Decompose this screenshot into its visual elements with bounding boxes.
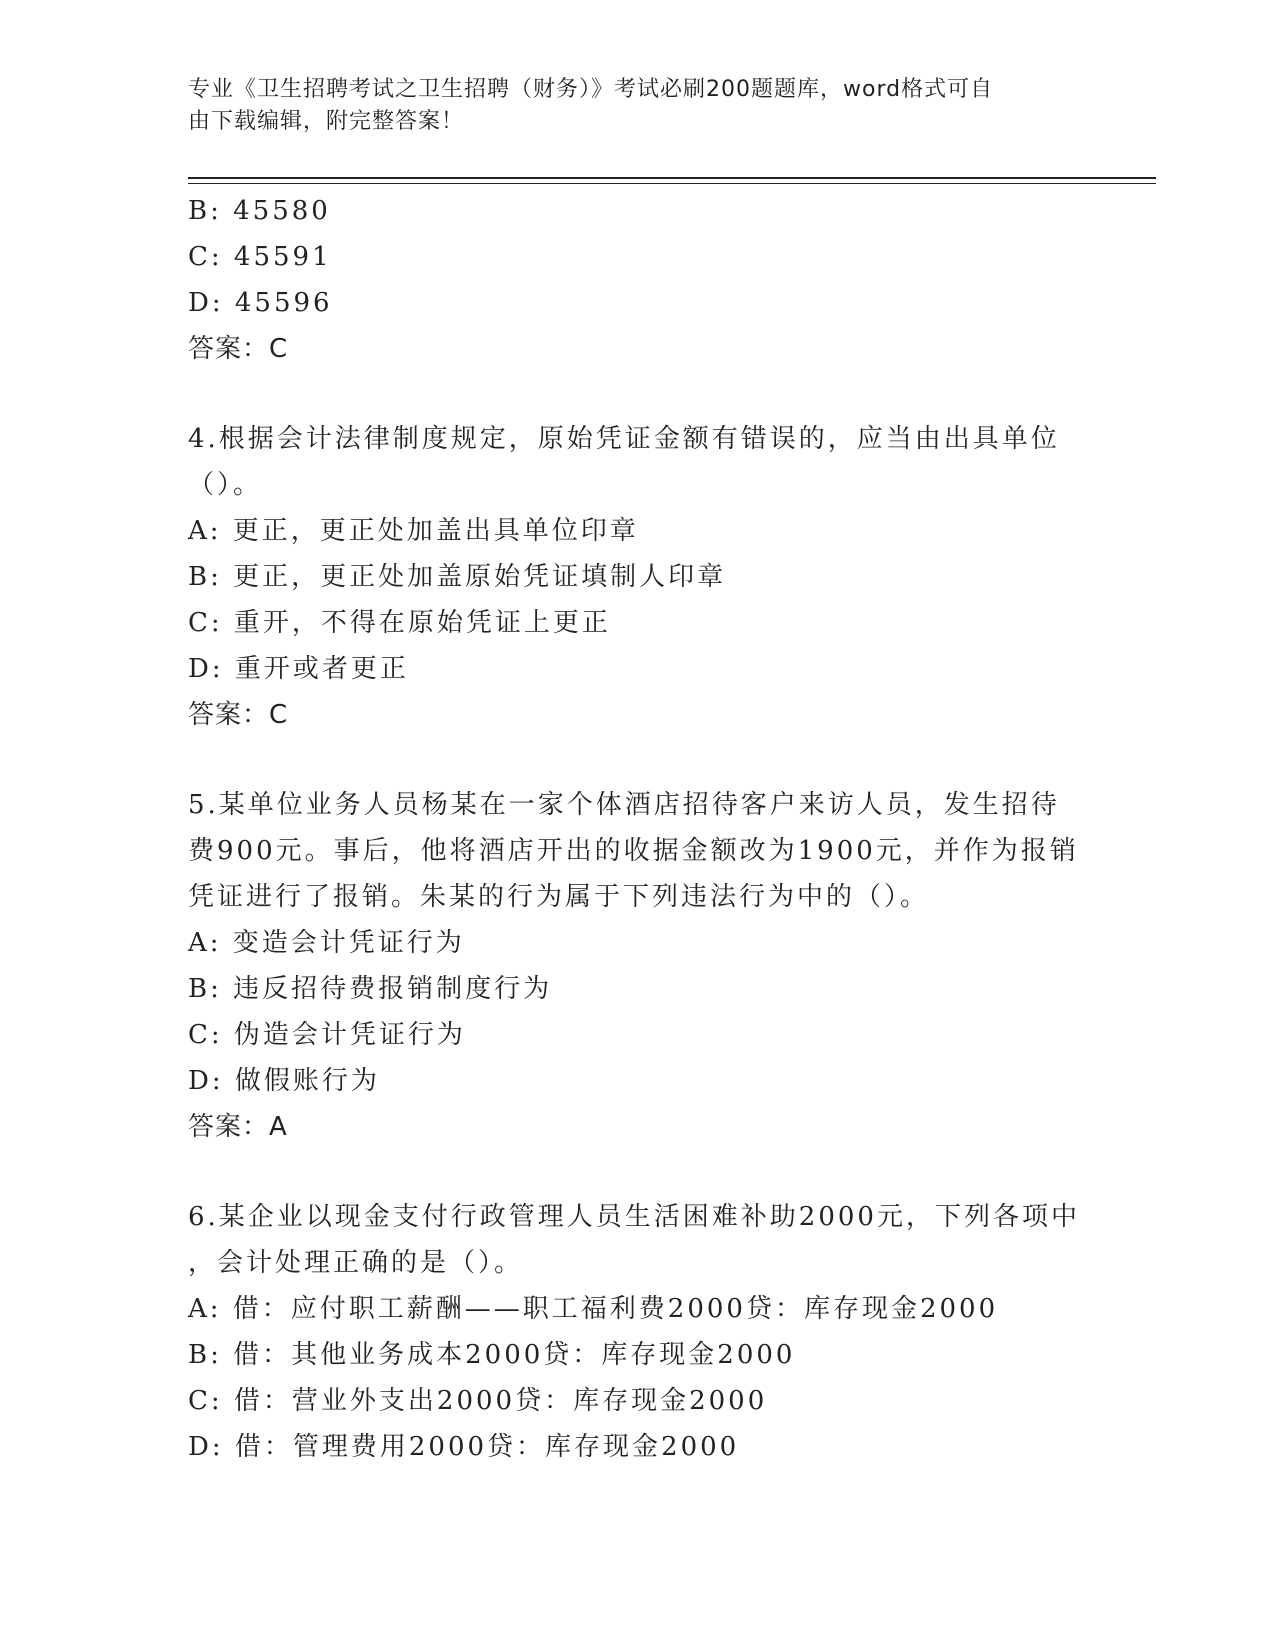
option-c: C: 45591 — [188, 242, 332, 272]
question-6 — [188, 1194, 1088, 1470]
question-stem-line: 5.某单位业务人员杨某在一家个体酒店招待客户来访人员，发生招待 — [188, 790, 1060, 820]
option-a: A: 更正，更正处加盖出具单位印章 — [188, 516, 639, 546]
question-stem-line: 凭证进行了报销。朱某的行为属于下列违法行为中的（）。 — [188, 882, 930, 912]
question-4 — [188, 416, 1088, 738]
option-a: A: 变造会计凭证行为 — [188, 928, 465, 958]
option-d: D: 45596 — [188, 288, 333, 318]
option-d: D: 重开或者更正 — [188, 654, 409, 684]
header-line-1: 专业《卫生招聘考试之卫生招聘（财务）》考试必刷200题题库，word格式可自 — [188, 77, 994, 102]
answer-line: 答案：C — [188, 334, 289, 364]
option-b: B: 违反招待费报销制度行为 — [188, 974, 553, 1004]
header-line-2: 由下载编辑，附完整答案！ — [188, 109, 465, 134]
option-b: B: 借：其他业务成本2000贷：库存现金2000 — [188, 1340, 796, 1370]
answer-line: 答案：A — [188, 1112, 288, 1142]
option-b: B: 更正，更正处加盖原始凭证填制人印章 — [188, 562, 727, 592]
header-rule-thick — [188, 177, 1156, 179]
question-stem-line: 费900元。事后，他将酒店开出的收据金额改为1900元，并作为报销 — [188, 836, 1079, 866]
answer-line: 答案：C — [188, 700, 289, 730]
spacer — [188, 372, 1088, 416]
spacer — [188, 738, 1088, 782]
question-stem-line: （）。 — [188, 470, 263, 500]
question-5 — [188, 782, 1088, 1150]
header-rule-thin — [188, 183, 1156, 184]
option-b: B: 45580 — [188, 196, 331, 226]
question-stem-line: ，会计处理正确的是（）。 — [188, 1248, 524, 1278]
question-3 — [188, 188, 1088, 372]
question-stem-line: 6.某企业以现金支付行政管理人员生活困难补助2000元，下列各项中 — [188, 1202, 1080, 1232]
option-d: D: 做假账行为 — [188, 1066, 380, 1096]
option-c: C: 借：营业外支出2000贷：库存现金2000 — [188, 1386, 768, 1416]
option-a: A: 借：应付职工薪酬——职工福利费2000贷：库存现金2000 — [188, 1294, 999, 1324]
document-header — [188, 74, 1068, 138]
option-c: C: 重开，不得在原始凭证上更正 — [188, 608, 611, 638]
question-content — [188, 188, 1088, 1470]
option-d: D: 借：管理费用2000贷：库存现金2000 — [188, 1432, 740, 1462]
spacer — [188, 1150, 1088, 1194]
option-c: C: 伪造会计凭证行为 — [188, 1020, 466, 1050]
question-stem-line: 4.根据会计法律制度规定，原始凭证金额有错误的，应当由出具单位 — [188, 424, 1060, 454]
